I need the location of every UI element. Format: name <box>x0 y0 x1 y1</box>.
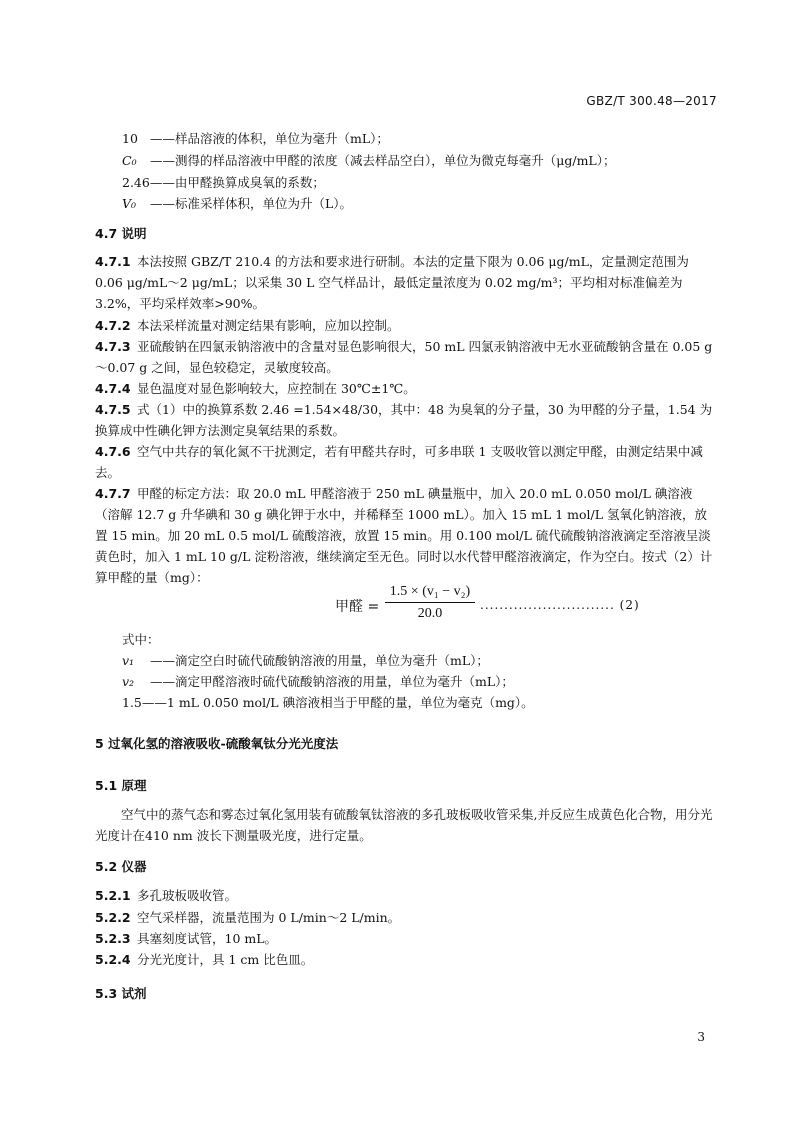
section-heading-5: 5 过氧化氢的溶液吸收-硫酸氧钛分光光度法 <box>95 736 339 751</box>
definition-text: ——测得的样品溶液中甲醛的浓度（减去样品空白），单位为微克每毫升（μg/mL）； <box>149 153 616 168</box>
clause-number: 4.7.6 <box>95 444 131 459</box>
definition-symbol: v₁ <box>122 653 135 668</box>
clause-4-7-6 <box>95 441 717 483</box>
clause-text: 具塞刻度试管，10 mL。 <box>137 931 278 946</box>
formula-fraction <box>385 584 475 622</box>
section-heading-5-3: 5.3 试剂 <box>95 986 147 1001</box>
definition-row <box>122 173 325 193</box>
clause-4-7-1 <box>95 251 717 314</box>
clause-4-7-7 <box>95 483 717 588</box>
clause-text: 显色温度对显色影响较大，应控制在 30℃±1℃。 <box>137 381 416 396</box>
clause-number: 4.7.2 <box>95 318 131 333</box>
clause-text: 式（1）中的换算系数 2.46 =1.54×48/30，其中：48 为臭氧的分子量，30 为甲醛的分子量，1.54 为换算成中性碘化钾方法测定臭氧结果的系数。 <box>95 402 713 438</box>
formula-leader-dots <box>480 598 640 612</box>
clause-text: 多孔玻板吸收管。 <box>137 888 238 903</box>
definition-symbol: v₂ <box>122 674 135 689</box>
definition-symbol: 10 <box>122 131 138 146</box>
section-heading-4-7: 4.7 说明 <box>95 226 147 241</box>
formula-where-label: 式中： <box>122 632 160 647</box>
definition-row <box>122 651 489 671</box>
section-heading-5-2: 5.2 仪器 <box>95 859 147 874</box>
clause-number: 5.2.3 <box>95 931 131 946</box>
clause-text: 本法按照 GBZ/T 210.4 的方法和要求进行研制。本法的定量下限为 0.06 μg/mL，定量测定范围为 0.06 μg/mL～2 μg/mL；以采集 30 L 空气样品计，最低定量浓度为 0.02 mg/m³；平均相对标准偏差为 3.2%，平均采样效率>90%。 <box>95 254 689 311</box>
clause-4-7-3 <box>95 336 717 378</box>
definition-text: ——滴定甲醛溶液时硫代硫酸钠溶液的用量，单位为毫升（mL）； <box>149 674 514 689</box>
clause-number: 5.2.1 <box>95 888 131 903</box>
section-heading-5-1: 5.1 原理 <box>95 778 147 793</box>
clause-text: 甲醛的标定方法：取 20.0 mL 甲醛溶液于 250 mL 碘量瓶中，加入 20.0 mL 0.050 mol/L 碘溶液（溶解 12.7 g 升华碘和 30 g 碘化钾于水中，并稀释至 1000 mL）。加入 15 mL 1 mol/L 氢氧化钠溶液，放置 15 min。加 20 mL 0.5 mol/L 硫酸溶液，放置 15 min。用 0.100 mol/L 硫代硫酸钠溶液滴定至溶液呈淡黄色时，加入 1 mL 10 g/L 淀粉溶液，继续滴定至无色。同时以水代替甲醛溶液滴定，作为空白。按式（2）计算甲醛的量（mg）： <box>95 486 713 585</box>
clause-4-7-4 <box>95 378 717 399</box>
formula-label: (2) <box>619 598 640 612</box>
definition-symbol: 1.5 <box>122 695 142 710</box>
clause-text: 分光光度计，具 1 cm 比色皿。 <box>137 952 314 967</box>
clause-5-2-1 <box>95 886 237 906</box>
page-number: 3 <box>697 1030 705 1044</box>
definition-row <box>122 693 534 713</box>
clause-5-2-2 <box>95 908 400 928</box>
clause-number: 5.2.4 <box>95 952 131 967</box>
formula-numerator: 1.5 × (v₁ − v₂) <box>385 584 475 603</box>
clause-text: 亚硫酸钠在四氯汞钠溶液中的含量对显色影响很大，50 mL 四氯汞钠溶液中无水亚硫酸钠含量在 0.05 g～0.07 g 之间，显色较稳定，灵敏度较高。 <box>95 339 713 375</box>
definition-text: ——1 mL 0.050 mol/L 碘溶液相当于甲醛的量，单位为毫克（mg）。 <box>141 695 534 710</box>
definition-text: ——由甲醛换算成臭氧的系数； <box>149 175 325 190</box>
formula-lhs: 甲醛 = <box>335 599 380 615</box>
clause-number: 4.7.3 <box>95 339 131 354</box>
clause-number: 4.7.5 <box>95 402 131 417</box>
clause-4-7-5 <box>95 399 717 441</box>
dots-text: ............................ <box>480 598 615 612</box>
clause-5-2-4 <box>95 950 313 970</box>
clause-number: 4.7.1 <box>95 254 131 269</box>
definition-text: ——标准采样体积，单位为升（L）。 <box>149 196 353 211</box>
definition-row <box>122 672 514 692</box>
definition-text: ——样品溶液的体积，单位为毫升（mL）； <box>149 131 389 146</box>
clause-text: 本法采样流量对测定结果有影响，应加以控制。 <box>137 318 400 333</box>
paragraph-5-1: 空气中的蒸气态和雾态过氧化氢用装有硫酸氧钛溶液的多孔玻板吸收管采集,并反应生成黄色化合物，用分光光度计在410 nm 波长下测量吸光度，进行定量。 <box>95 807 713 843</box>
definition-symbol: 2.46 <box>122 175 150 190</box>
definition-text: ——滴定空白时硫代硫酸钠溶液的用量，单位为毫升（mL）； <box>149 653 489 668</box>
clause-4-7-2 <box>95 315 717 336</box>
definition-symbol: V₀ <box>122 196 137 211</box>
clause-number: 5.2.2 <box>95 910 131 925</box>
clause-text: 空气采样器，流量范围为 0 L/min～2 L/min。 <box>137 910 401 925</box>
clause-text: 空气中共存的氧化氮不干扰测定，若有甲醛共存时，可多串联 1 支吸收管以测定甲醛，由测定结果中减去。 <box>95 444 703 480</box>
clause-number: 4.7.7 <box>95 486 131 501</box>
formula-2 <box>335 584 715 628</box>
clause-number: 4.7.4 <box>95 381 131 396</box>
formula-denominator: 20.0 <box>417 606 443 621</box>
definition-symbol: C₀ <box>122 153 137 168</box>
definition-row <box>122 129 389 149</box>
standard-code: GBZ/T 300.48—2017 <box>586 94 717 108</box>
definition-row <box>122 194 352 214</box>
clause-5-2-3 <box>95 929 277 949</box>
definition-row <box>122 151 615 171</box>
